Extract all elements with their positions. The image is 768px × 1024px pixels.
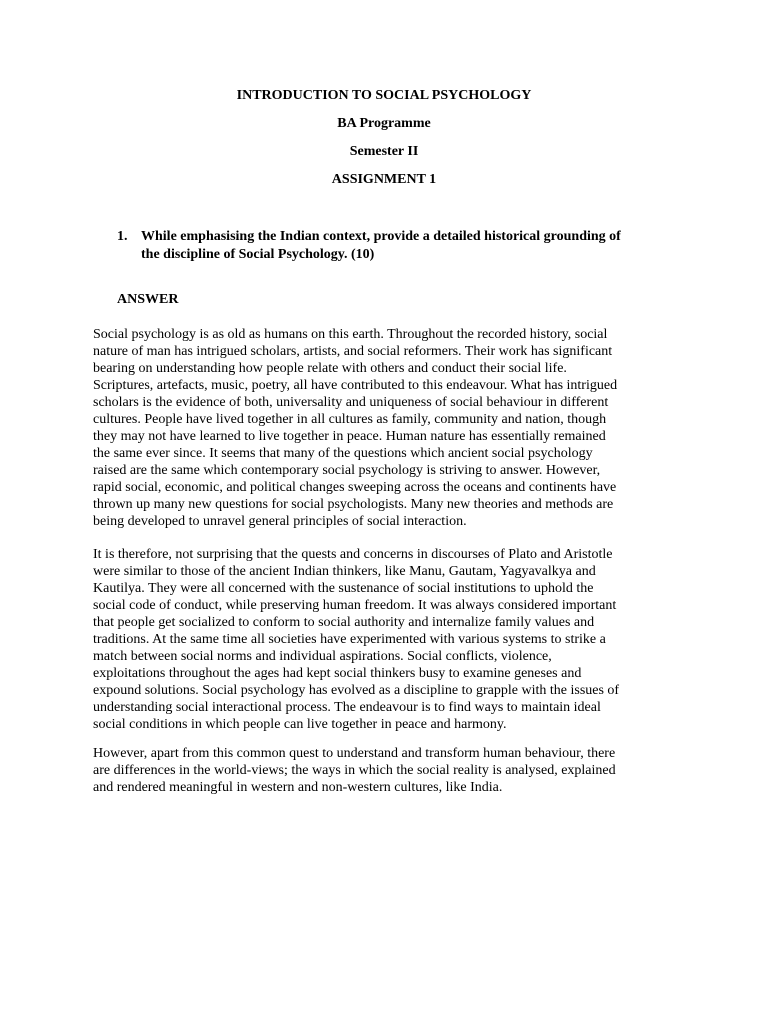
paragraph-line: they may not have learned to live together in peace. Human nature has essentially remained bbox=[93, 429, 606, 444]
paragraph-line: rapid social, economic, and political changes sweeping across the oceans and continents have bbox=[93, 480, 617, 495]
answer-paragraph-3 bbox=[93, 745, 683, 796]
paragraph-line: are differences in the world-views; the ways in which the social reality is analysed, explained bbox=[93, 763, 616, 778]
paragraph-line: expound solutions. Social psychology has evolved as a discipline to grapple with the issues of bbox=[93, 683, 620, 698]
document-title: INTRODUCTION TO SOCIAL PSYCHOLOGY bbox=[236, 88, 532, 103]
question-text-line: While emphasising the Indian context, provide a detailed historical grounding of bbox=[141, 229, 621, 244]
semester-line: Semester II bbox=[349, 144, 419, 159]
paragraph-line: match between social norms and individual aspirations. Social conflicts, violence, bbox=[93, 649, 552, 664]
paragraph-line: social conditions in which people can live together in peace and harmony. bbox=[93, 717, 507, 732]
answer-heading: ANSWER bbox=[117, 292, 179, 307]
paragraph-line: being developed to unravel general principles of social interaction. bbox=[93, 514, 467, 529]
answer-paragraph-2 bbox=[93, 546, 683, 733]
question-number: 1. bbox=[117, 229, 128, 244]
paragraph-line: were similar to those of the ancient Indian thinkers, like Manu, Gautam, Yagyavalkya and bbox=[93, 564, 596, 579]
paragraph-line: thrown up many new questions for social psychologists. Many new theories and methods are bbox=[93, 497, 614, 512]
paragraph-line: the same ever since. It seems that many of the questions which ancient social psychology bbox=[93, 446, 593, 461]
paragraph-line: nature of man has intrigued scholars, artists, and social reformers. Their work has significant bbox=[93, 344, 613, 359]
assignment-line: ASSIGNMENT 1 bbox=[331, 172, 437, 187]
paragraph-line: It is therefore, not surprising that the quests and concerns in discourses of Plato and Aristotle bbox=[93, 547, 613, 562]
paragraph-line: social code of conduct, while preserving human freedom. It was always considered important bbox=[93, 598, 617, 613]
answer-paragraph-1 bbox=[93, 326, 683, 530]
paragraph-line: bearing on understanding how people relate with others and conduct their social life. bbox=[93, 361, 567, 376]
paragraph-line: raised are the same which contemporary social psychology is striving to answer. However, bbox=[93, 463, 601, 478]
question-text bbox=[141, 228, 687, 264]
paragraph-line: Scriptures, artefacts, music, poetry, all have contributed to this endeavour. What has intrigued bbox=[93, 378, 618, 393]
paragraph-line: traditions. At the same time all societies have experimented with various systems to strike a bbox=[93, 632, 606, 647]
question-text-line: the discipline of Social Psychology. (10) bbox=[141, 247, 375, 262]
question-1 bbox=[117, 228, 687, 264]
paragraph-line: understanding social interactional process. The endeavour is to find ways to maintain ideal bbox=[93, 700, 601, 715]
paragraph-line: exploitations throughout the ages had kept social thinkers busy to examine geneses and bbox=[93, 666, 582, 681]
paragraph-line: Kautilya. They were all concerned with the sustenance of social institutions to uphold the bbox=[93, 581, 594, 596]
paragraph-line: that people get socialized to conform to social authority and internalize family values and bbox=[93, 615, 595, 630]
paragraph-line: scholars is the evidence of both, universality and uniqueness of social behaviour in different bbox=[93, 395, 609, 410]
paragraph-line: Social psychology is as old as humans on this earth. Throughout the recorded history, social bbox=[93, 327, 608, 342]
programme-line: BA Programme bbox=[337, 116, 431, 131]
paragraph-line: However, apart from this common quest to understand and transform human behaviour, there bbox=[93, 746, 616, 761]
paragraph-line: and rendered meaningful in western and non-western cultures, like India. bbox=[93, 780, 503, 795]
paragraph-line: cultures. People have lived together in all cultures as family, community and nation, though bbox=[93, 412, 607, 427]
